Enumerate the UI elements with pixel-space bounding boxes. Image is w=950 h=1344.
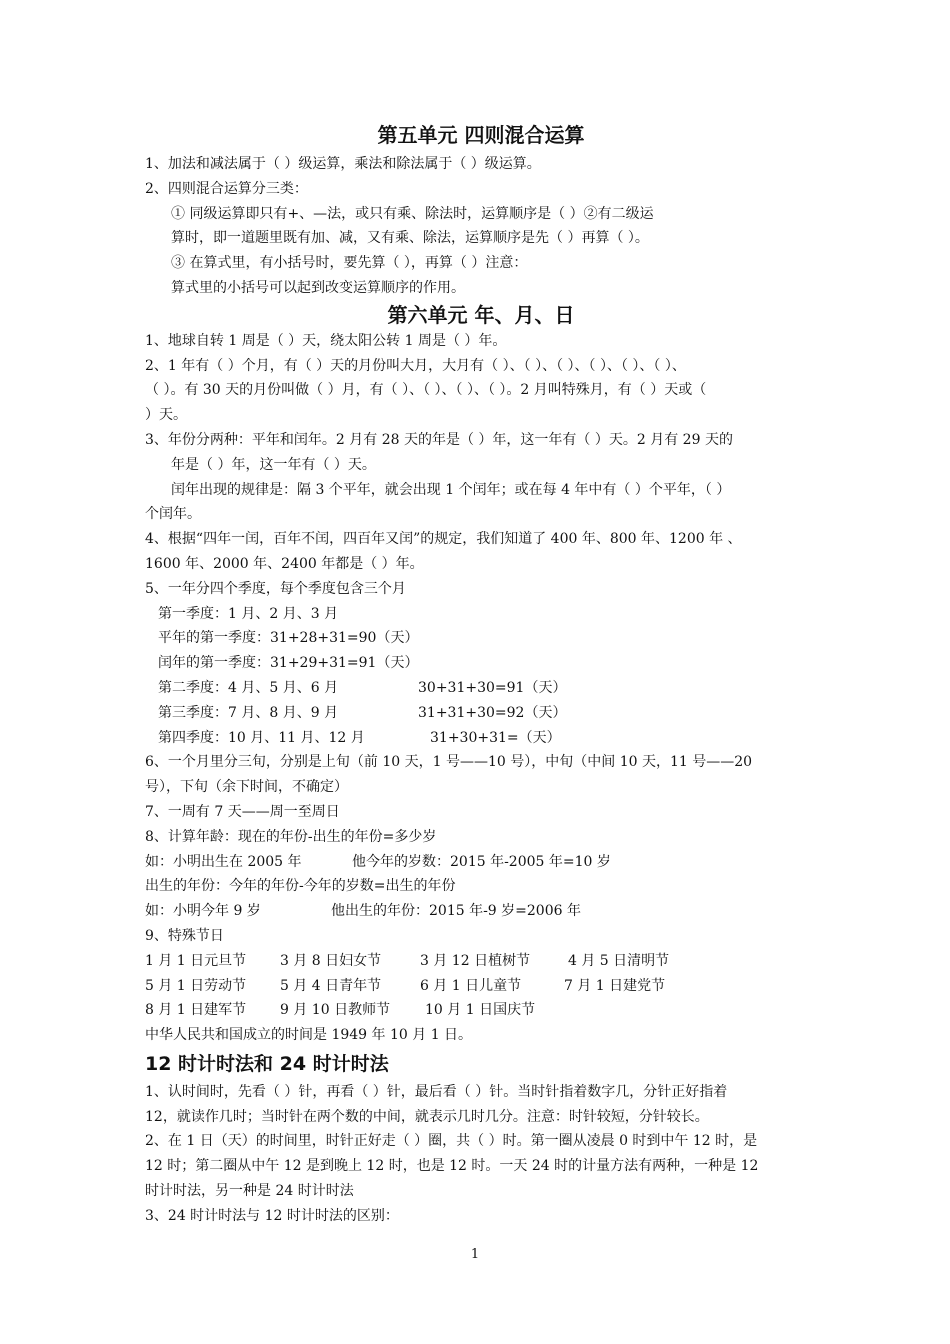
unit6-line: 出生的年份：今年的年份-今年的岁数=出生的年份 xyxy=(145,878,456,895)
unit6-line: 年是（ ）年，这一年有（ ）天。 xyxy=(171,456,376,473)
quarter-months: 第四季度：10 月、11 月、12 月 xyxy=(158,729,365,746)
unit6-line: 9、特殊节日 xyxy=(145,927,224,944)
clock-line: 1、认时间时，先看（ ）针，再看（ ）针，最后看（ ）针。当时针指着数字几，分针正好指着 xyxy=(145,1083,728,1100)
unit6-line: 1600 年、2000 年、2400 年都是（ ）年。 xyxy=(145,555,424,572)
unit6-line: 2、1 年有（ ）个月，有（ ）天的月份叫大月，大月有（ ）、（ ）、（ ）、（ ）、（ ）、（ ）、 xyxy=(145,357,686,374)
holiday: 3 月 12 日植树节 xyxy=(420,952,531,969)
holiday: 9 月 10 日教师节 xyxy=(280,1002,391,1019)
unit6-line: ）天。 xyxy=(145,407,187,424)
unit6-line: 号），下旬（余下时间，不确定） xyxy=(145,779,348,796)
holiday: 1 月 1 日元旦节 xyxy=(145,952,247,969)
unit5-line: 算式里的小括号可以起到改变运算顺序的作用。 xyxy=(171,279,465,296)
holiday: 8 月 1 日建军节 xyxy=(145,1002,247,1019)
holiday-row xyxy=(145,998,817,1023)
unit6-line: 中华人民共和国成立的时间是 1949 年 10 月 1 日。 xyxy=(145,1027,473,1044)
unit6-line: 闰年的第一季度：31+29+31=91（天） xyxy=(158,655,419,672)
holiday-row xyxy=(145,949,817,974)
clock-line: 12 时；第二圈从中午 12 是到晚上 12 时，也是 12 时。一天 24 时的计量方法有两种，一种是 12 xyxy=(145,1158,759,1175)
unit6-line: 闰年出现的规律是：隔 3 个平年，就会出现 1 个闰年；或在每 4 年中有（ ）个平年，（ ） xyxy=(171,481,731,498)
quarter-sum: 31+30+31=（天） xyxy=(430,729,561,746)
unit6-line: 7、一周有 7 天——周一至周日 xyxy=(145,803,340,820)
content-column xyxy=(145,118,817,1229)
example-given: 如：小明今年 9 岁 xyxy=(145,903,261,920)
unit6-line: 8、计算年龄：现在的年份-出生的年份=多少岁 xyxy=(145,828,437,845)
holiday: 10 月 1 日国庆节 xyxy=(425,1002,536,1019)
unit5-title: 第五单元 四则混合运算 xyxy=(377,123,585,147)
quarter-row xyxy=(145,726,817,751)
holiday: 4 月 5 日清明节 xyxy=(568,952,670,969)
holiday-row xyxy=(145,974,817,999)
clock-line: 3、24 时计时法与 12 时计时法的区别： xyxy=(145,1207,399,1224)
quarter-row xyxy=(145,701,817,726)
unit6-line: 6、一个月里分三旬，分别是上旬（前 10 天，1 号——10 号），中旬（中间 10 天，11 号——20 xyxy=(145,754,753,771)
clock-line: 2、在 1 日（天）的时间里，时针正好走（ ）圈，共（ ）时。第一圈从凌晨 0 时到中午 12 时，是 xyxy=(145,1133,758,1150)
quarter-sum: 31+31+30=92（天） xyxy=(418,704,567,721)
quarter-row xyxy=(145,676,817,701)
example-row xyxy=(145,899,817,924)
example-answer: 他出生的年份：2015 年-9 岁=2006 年 xyxy=(331,903,581,920)
unit6-line: 第一季度：1 月、2 月、3 月 xyxy=(158,605,339,622)
page-number: 1 xyxy=(470,1247,480,1262)
unit5-line: 1、加法和减法属于（ ）级运算，乘法和除法属于（ ）级运算。 xyxy=(145,156,541,172)
unit5-line: 2、四则混合运算分三类： xyxy=(145,180,308,197)
unit6-line: （ ）。有 30 天的月份叫做（ ）月，有（ ）、（ ）、（ ）、（ ）。2 月叫特殊月，有（ ）天或（ xyxy=(145,382,707,399)
unit6-line: 5、一年分四个季度，每个季度包含三个月 xyxy=(145,580,406,597)
example-given: 如：小明出生在 2005 年 xyxy=(145,853,302,870)
unit6-line: 4、根据“四年一闰，百年不闰，四百年又闰”的规定，我们知道了 400 年、800 年、1200 年 、 xyxy=(145,531,742,548)
quarter-sum: 30+31+30=91（天） xyxy=(418,679,567,696)
unit5-line: 算时，即一道题里既有加、减，又有乘、除法，运算顺序是先（ ）再算（ ）。 xyxy=(171,230,649,247)
quarter-months: 第二季度：4 月、5 月、6 月 xyxy=(158,679,339,696)
holiday: 5 月 4 日青年节 xyxy=(280,977,382,994)
holiday: 7 月 1 日建党节 xyxy=(564,977,666,994)
clock-line: 时计时法，另一种是 24 时计时法 xyxy=(145,1183,354,1200)
holiday: 3 月 8 日妇女节 xyxy=(280,952,382,969)
unit5-line: ③ 在算式里，有小括号时，要先算（ ），再算（ ）注意： xyxy=(171,255,528,272)
clock-section-title: 12 时计时法和 24 时计时法 xyxy=(145,1052,389,1075)
unit6-title: 第六单元 年、月、日 xyxy=(387,302,575,327)
quarter-months: 第三季度：7 月、8 月、9 月 xyxy=(158,704,339,721)
holiday: 6 月 1 日儿童节 xyxy=(420,977,522,994)
unit5-line: ① 同级运算即只有+、—法，或只有乘、除法时，运算顺序是（ ）②有二级运 xyxy=(171,205,654,222)
unit6-line: 平年的第一季度：31+28+31=90（天） xyxy=(158,630,419,647)
clock-line: 12，就读作几时；当时针在两个数的中间，就表示几时几分。注意：时针较短，分针较长。 xyxy=(145,1108,709,1125)
example-row xyxy=(145,850,817,875)
unit6-line: 3、年份分两种：平年和闰年。2 月有 28 天的年是（ ）年，这一年有（ ）天。2 月有 29 天的 xyxy=(145,431,733,448)
unit6-line: 1、地球自转 1 周是（ ）天，绕太阳公转 1 周是（ ）年。 xyxy=(145,332,507,349)
unit6-line: 个闰年。 xyxy=(145,506,201,523)
example-answer: 他今年的岁数：2015 年-2005 年=10 岁 xyxy=(352,853,611,870)
holiday: 5 月 1 日劳动节 xyxy=(145,977,247,994)
